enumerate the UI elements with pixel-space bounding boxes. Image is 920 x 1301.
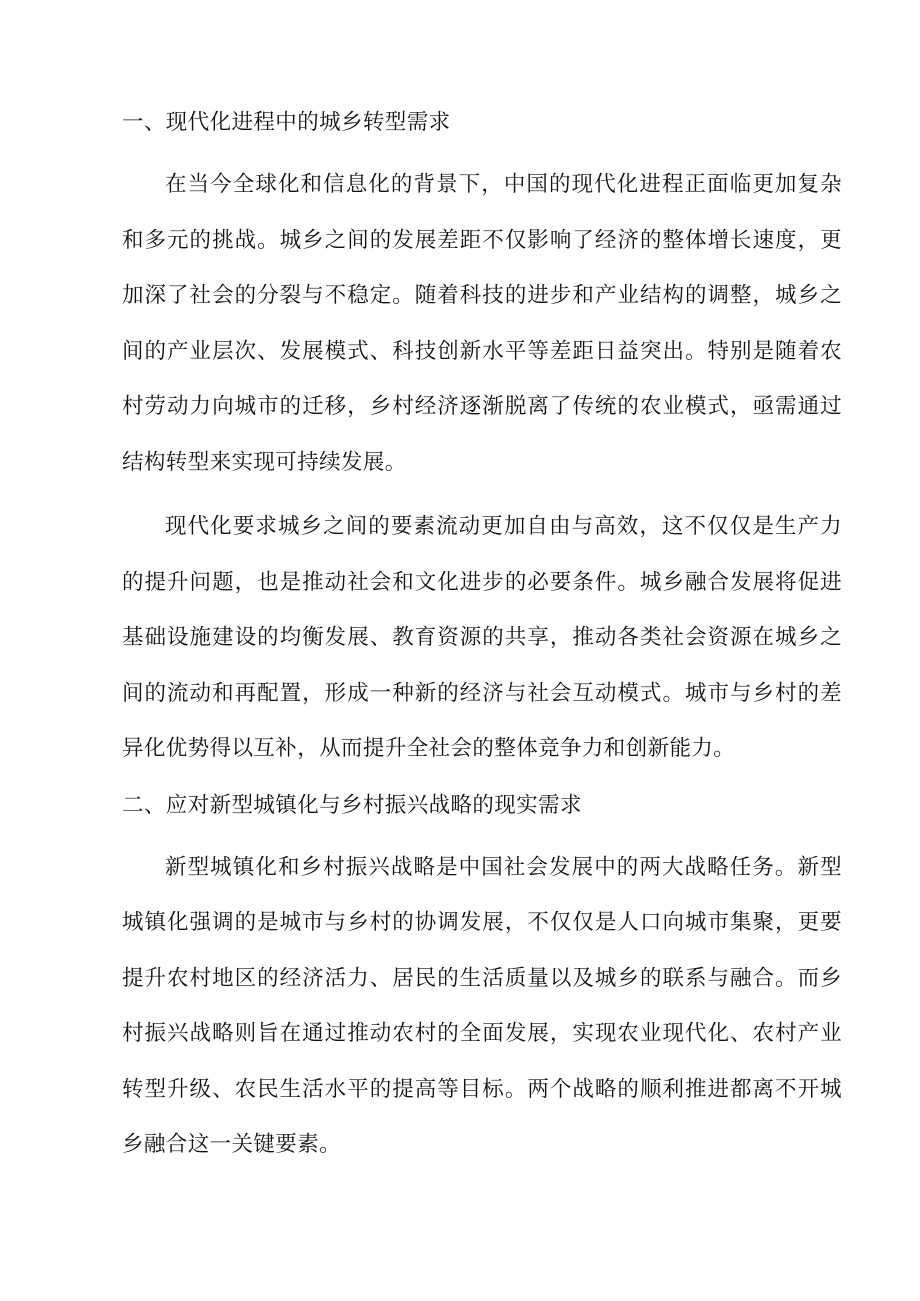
section-1-paragraph-1: 在当今全球化和信息化的背景下，中国的现代化进程正面临更加复杂和多元的挑战。城乡之间的发展差距不仅影响了经济的整体增长速度，更加深了社会的分裂与不稳定。随着科技的进步和产业结构的调整，城乡之间的产业层次、发展模式、科技创新水平等差距日益突出。特别是随着农村劳动力向城市的迁移，乡村经济逐渐脱离了传统的农业模式，亟需通过结构转型来实现可持续发展。 xyxy=(122,172,842,475)
section-heading-1: 一、现代化进程中的城乡转型需求 xyxy=(122,110,451,135)
section-heading-2: 二、应对新型城镇化与乡村振兴战略的现实需求 xyxy=(122,792,582,818)
document-body xyxy=(122,102,842,1173)
section-1-paragraph-2: 现代化要求城乡之间的要素流动更加自由与高效，这不仅仅是生产力的提升问题，也是推动社会和文化进步的必要条件。城乡融合发展将促进基础设施建设的均衡发展、教育资源的共享，推动各类社会资源在城乡之间的流动和再配置，形成一种新的经济与社会互动模式。城市与乡村的差异化优势得以互补，从而提升全社会的整体竞争力和创新能力。 xyxy=(122,514,842,761)
section-2-paragraph-1: 新型城镇化和乡村振兴战略是中国社会发展中的两大战略任务。新型城镇化强调的是城市与乡村的协调发展，不仅仅是人口向城市集聚，更要提升农村地区的经济活力、居民的生活质量以及城乡的联系与融合。而乡村振兴战略则旨在通过推动农村的全面发展，实现农业现代化、农村产业转型升级、农民生活水平的提高等目标。两个战略的顺利推进都离不开城乡融合这一关键要素。 xyxy=(122,854,842,1157)
